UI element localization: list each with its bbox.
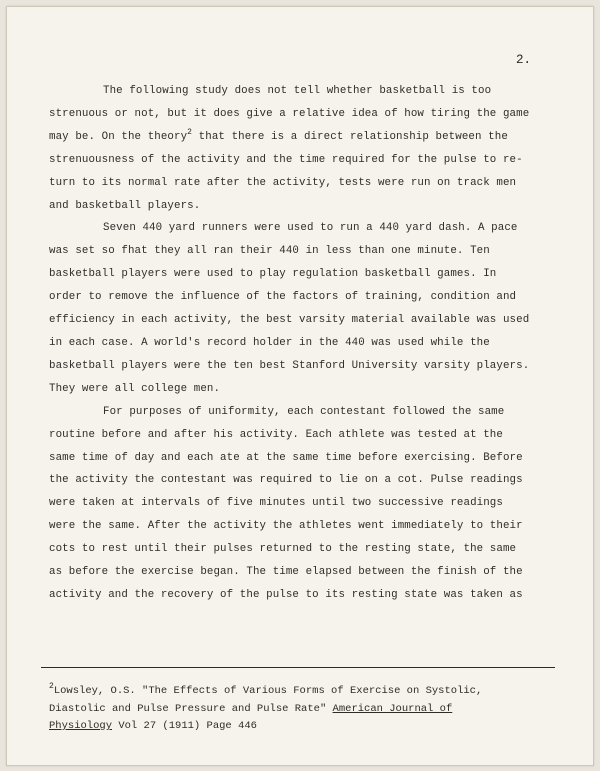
footnote-line xyxy=(49,683,559,701)
footnote-text: Lowsley, O.S. "The Effects of Various Forms of Exercise on Systolic, xyxy=(53,685,483,697)
text-line: basketball players were used to play regulation basketball games. In xyxy=(49,268,497,281)
footnote-text: Diastolic and Pulse Pressure and Pulse Rate" xyxy=(49,702,333,715)
text-line: turn to its normal rate after the activity, tests were run on track men xyxy=(49,176,517,189)
journal-title: Physiology xyxy=(49,720,113,732)
text-line: were the same. After the activity the athletes went immediately to their xyxy=(49,520,523,533)
text-line: The following study does not tell whether basketball is too xyxy=(103,85,492,97)
text-line: For purposes of uniformity, each contestant followed the same xyxy=(103,405,505,418)
footnote-text: Vol 27 (1911) Page 446 xyxy=(112,720,257,732)
footnote-line xyxy=(49,701,559,719)
text-line: as before the exercise began. The time elapsed between the finish of the xyxy=(49,566,523,579)
text-line: efficiency in each activity, the best varsity material available was used xyxy=(49,314,530,327)
document-page xyxy=(6,6,594,766)
text-segment: may be. On the theory xyxy=(49,130,188,143)
text-line: Seven 440 yard runners were used to run a 440 yard dash. A pace xyxy=(103,222,518,235)
text-line: order to remove the influence of the factors of training, condition and xyxy=(49,291,517,304)
text-line: cots to rest until their pulses returned to the resting state, the same xyxy=(49,543,517,556)
text-line-with-footnote xyxy=(49,126,553,149)
text-segment: that there is a direct relationship between the xyxy=(198,130,508,143)
footnote-reference: 2 xyxy=(187,127,193,137)
text-line: in each case. A world's record holder in the 440 was used while the xyxy=(49,336,490,349)
footnote xyxy=(49,683,559,736)
text-line: routine before and after his activity. Each athlete was tested at the xyxy=(49,428,503,441)
text-line: same time of day and each ate at the same time before exercising. Before xyxy=(49,451,523,464)
text-line: the activity the contestant was required to lie on a cot. Pulse readings xyxy=(49,474,523,487)
text-line: basketball players were the ten best Stanford University varsity players. xyxy=(49,359,530,372)
footnote-divider xyxy=(41,667,555,668)
body-text xyxy=(49,80,553,607)
text-line: They were all college men. xyxy=(49,382,221,395)
text-line: and basketball players. xyxy=(49,199,201,212)
journal-title: American Journal of xyxy=(332,702,453,715)
paragraph-3 xyxy=(49,401,553,607)
page-number: 2. xyxy=(515,53,531,67)
paragraph-1 xyxy=(49,80,553,217)
footnote-marker: 2 xyxy=(49,682,54,691)
text-line: strenuousness of the activity and the time required for the pulse to re- xyxy=(49,153,523,166)
text-line: strenuous or not, but it does give a relative idea of how tiring the game xyxy=(49,107,530,120)
footnote-line xyxy=(49,718,559,736)
text-line: were taken at intervals of five minutes until two successive readings xyxy=(49,497,503,510)
paragraph-2 xyxy=(49,217,553,400)
text-line: was set so fhat they all ran their 440 in less than one minute. Ten xyxy=(49,245,490,258)
text-line: activity and the recovery of the pulse to its resting state was taken as xyxy=(49,588,523,601)
